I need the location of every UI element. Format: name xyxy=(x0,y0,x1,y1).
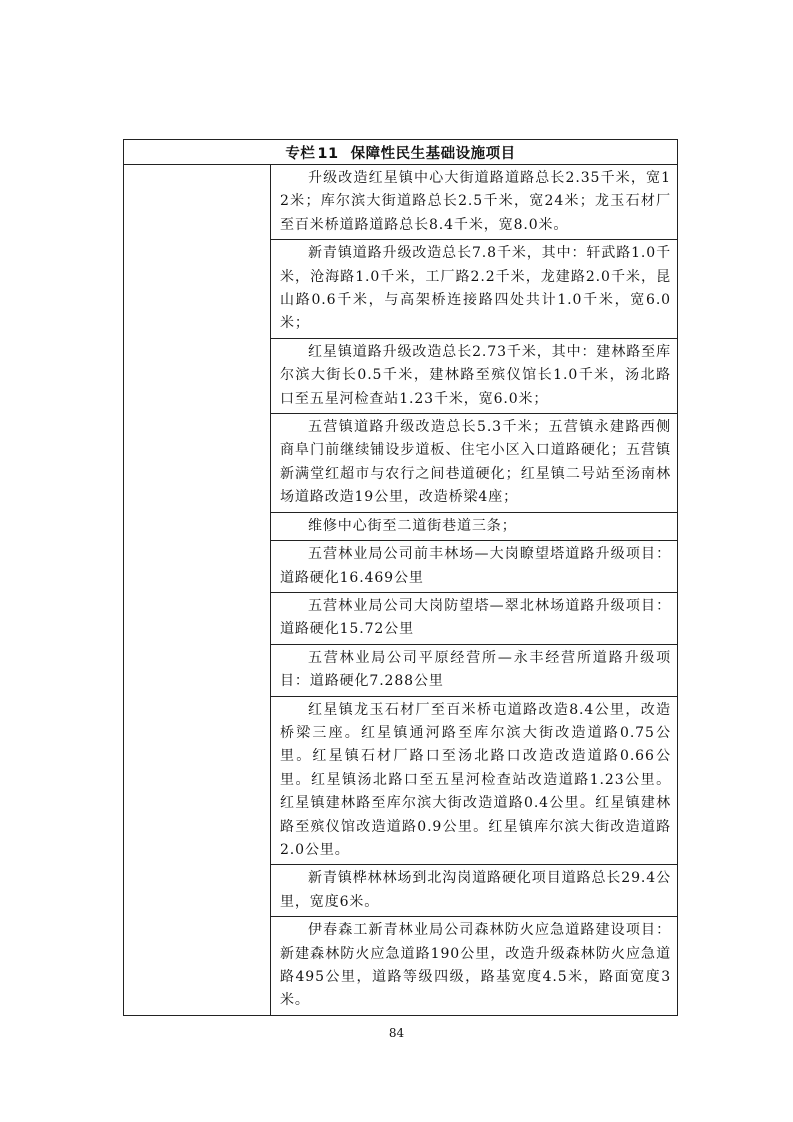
project-item-text: 新青镇道路升级改造总长7.8千米，其中：轩武路1.0千米，沧海路1.0千米，工厂路2.2千米，龙建路2.0千米，昆山路0.6千米，与高架桥连接路四处共计1.0千米，宽6.0米； xyxy=(280,245,671,332)
project-item-text: 五营林业局公司前丰林场—大岗瞭望塔道路升级项目：道路硬化16.469公里 xyxy=(280,546,671,586)
project-item-10 xyxy=(271,865,678,917)
project-item-5 xyxy=(271,512,678,540)
project-item-text: 维修中心街至二道街巷道三条； xyxy=(308,517,517,534)
category-cell xyxy=(124,165,271,1016)
project-item-text: 红星镇道路升级改造总长2.73千米，其中：建林路至库尔滨大街长0.5千米，建林路至殡仪馆长1.0千米，汤北路口至五星河检查站1.23千米，宽6.0米； xyxy=(280,343,671,407)
project-item-7 xyxy=(271,592,678,644)
table-title-row xyxy=(124,140,678,165)
project-item-text: 新青镇桦林林场到北沟岗道路硬化项目道路总长29.4公里，宽度6米。 xyxy=(280,870,671,910)
title-text: 保障性民生基础设施项目 xyxy=(350,145,516,162)
project-item-1 xyxy=(271,165,678,240)
project-item-6 xyxy=(271,541,678,593)
project-item-11 xyxy=(271,917,678,1016)
table-row xyxy=(124,165,678,240)
project-item-text: 伊春森工新青林业局公司森林防火应急道路建设项目：新建森林防火应急道路190公里，改造升级森林防火应急道路495公里，道路等级四级，路基宽度4.5米，路面宽度3米。 xyxy=(280,922,671,1009)
project-item-4 xyxy=(271,414,678,513)
project-item-text: 红星镇龙玉石材厂至百米桥屯道路改造8.4公里，改造桥梁三座。红星镇通河路至库尔滨大街改造道路0.75公里。红星镇石材厂路口至汤北路口改造改造道路0.66公里。红星镇汤北路口至五星河检查站改造道路1.23公里。红星镇建林路至库尔滨大街改造道路0.4公里。红星镇建林路至殡仪馆改造道路0.9公里。红星镇库尔滨大街改造道路2.0公里。 xyxy=(280,701,671,858)
project-item-3 xyxy=(271,338,678,413)
project-table xyxy=(123,139,678,1016)
project-item-text: 五营镇道路升级改造总长5.3千米；五营镇永建路西侧商阜门前继续铺设步道板、住宅小区入口道路硬化；五营镇新满堂红超市与农行之间巷道硬化；红星镇二号站至汤南林场道路改造19公里，改造桥梁4座； xyxy=(280,419,671,506)
project-item-text: 五营林业局公司大岗防望塔—翠北林场道路升级项目：道路硬化15.72公里 xyxy=(280,597,671,638)
project-item-text: 五营林业局公司平原经营所—永丰经营所道路升级项目：道路硬化7.288公里 xyxy=(280,649,671,690)
title-prefix: 专栏 xyxy=(285,145,316,162)
project-item-text: 升级改造红星镇中心大街道路道路总长2.35千米，宽12米；库尔滨大街道路总长2.5千米，宽24米；龙玉石材厂至百米桥道路道路总长8.4千米，宽8.0米。 xyxy=(280,170,671,233)
project-item-8 xyxy=(271,644,678,696)
page-number: 84 xyxy=(388,1026,405,1040)
title-number: 11 xyxy=(317,145,339,162)
project-item-2 xyxy=(271,240,678,339)
project-item-9 xyxy=(271,696,678,865)
table-title xyxy=(124,140,678,165)
